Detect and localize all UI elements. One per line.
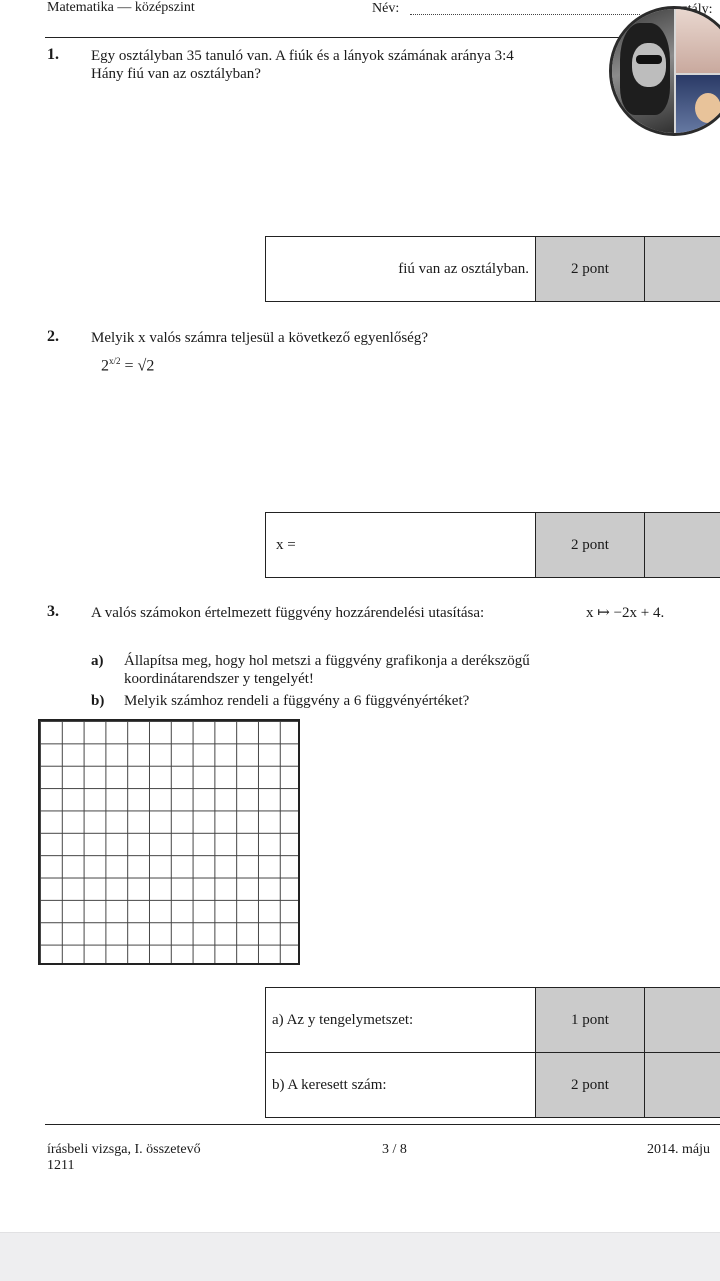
q3a-score-cell [644,988,720,1052]
q3b-label: b) [91,693,105,709]
q3a-line2: koordinátarendszer y tengelyét! [124,671,314,687]
q1-number: 1. [47,46,59,63]
footer-left: írásbeli vizsga, I. összetevő [47,1142,201,1157]
header-name-label: Név: [372,1,400,16]
footer-code: 1211 [47,1158,75,1173]
q3-answer-row-b [266,1052,720,1117]
q2-score-cell [644,513,720,577]
footer-rule [45,1124,720,1125]
q1-answer-box [265,236,720,302]
q3a-points: 1 pont [535,988,644,1052]
q3-formula: x ↦ −2x + 4. [586,605,665,621]
q3b-answer-text: b) A keresett szám: [272,1076,387,1093]
q2-text: Melyik x valós számra teljesül a következő egyenlőség? [91,330,428,346]
footer-page: 3 / 8 [382,1142,407,1157]
q2-answer-box [265,512,720,578]
q1-score-cell [644,237,720,301]
eq-base: 2 [101,357,109,375]
q3-text: A valós számokon értelmezett függvény hozzárendelési utasítása: [91,605,485,621]
bottom-strip [0,1232,720,1281]
q2-answer-text: x = [276,536,296,553]
q3b-score-cell [644,1053,720,1117]
q3-number: 3. [47,603,59,620]
q3b-points: 2 pont [535,1053,644,1117]
q1-text-line2: Hány fiú van az osztályban? [91,66,261,82]
q2-points: 2 pont [535,513,644,577]
header-subject: Matematika — középszint [47,0,195,15]
q3b-text: Melyik számhoz rendeli a függvény a 6 függvényértéket? [124,693,470,709]
q2-number: 2. [47,328,59,345]
q1-answer-text: fiú van az osztályban. [398,260,529,277]
eq-rhs: = √2 [124,357,155,375]
coordinate-grid [38,719,300,965]
footer-date: 2014. máju [647,1142,710,1157]
q3-answer-row-a [266,988,720,1052]
q3a-line1: Állapítsa meg, hogy hol metszi a függvény grafikonja a derékszögű [124,653,530,669]
q3-answer-table [265,987,720,1118]
participant-avatar[interactable] [609,6,720,136]
q1-points: 2 pont [535,237,644,301]
q2-equation [101,356,154,375]
q3a-label: a) [91,653,104,669]
q1-text-line1: Egy osztályban 35 tanuló van. A fiúk és a lányok számának aránya 3:4 [91,48,514,64]
name-dotted-line [410,14,640,15]
eq-exponent: x/2 [109,356,121,366]
q3a-answer-text: a) Az y tengelymetszet: [272,1011,414,1028]
